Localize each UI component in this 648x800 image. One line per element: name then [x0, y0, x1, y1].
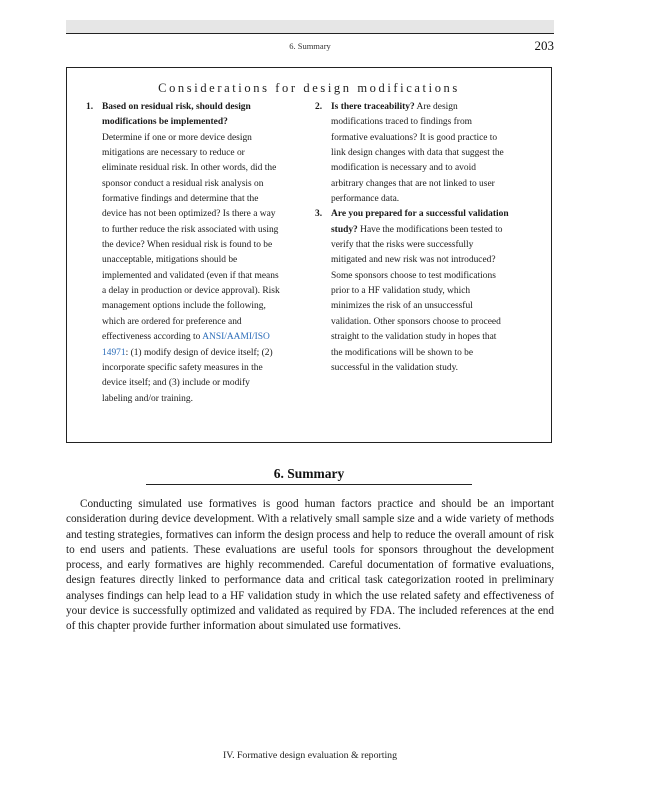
list-item	[86, 100, 281, 407]
list-item	[315, 207, 510, 376]
item-text-continued: : (1) modify design of device itself; (2) incorporate specific safety measures in the device itself; and (3) include or modify labeling and/or training.	[102, 347, 273, 404]
running-header	[66, 38, 554, 54]
item-question: Based on residual risk, should design modifications be implemented?	[102, 102, 251, 128]
item-number: 2.	[315, 102, 323, 112]
item-text: Determine if one or more device design mitigations are necessary to reduce or eliminate residual risk. In other words, did the sponsor conduct a residual risk analysis on formative findings and determine that the device has not been optimized? Is there a way to further reduce the risk associated with using the device? When residual risk is found to be unacceptable, mitigations should be implemented and validated (even if that means a delay in production or device approval). Risk management options include the following, which are ordered for preference and effectiveness according to	[102, 132, 280, 343]
section-title: 6. Summary	[273, 466, 345, 481]
item-text: Have the modifications been tested to verify that the risks were successfully mitigated and new risk was not introduced? Some sponsors choose to test modifications prior to a HF validation study, which minimizes the risk of an unsuccessful validation. Other sponsors choose to proceed straight to the validation study in hopes that the modifications will be shown to be successful in the validation study.	[331, 224, 503, 373]
running-title: 6. Summary	[289, 41, 331, 51]
summary-paragraph: Conducting simulated use formatives is good human factors practice and should be an important consideration during device development. With a relatively small sample size and a wide variety of methods and testing strategies, formatives can inform the design process and help to reduce the overall amount of risk to end users and patients. These evaluations are useful tools for sponsors throughout the development process, and early formatives are highly recommended. Careful documentation of formative evaluations, design features directly linked to performance data and critical task categorization rooted in preliminary analyses findings can help lead to a HF validation study in which the use related safety and effectiveness of your device is successfully optimized and validated as required by FDA. The included references at the end of this chapter provide further information about simulated use formatives.	[66, 498, 554, 633]
box-title: Considerations for design modifications	[158, 81, 460, 95]
section-rule	[146, 484, 472, 485]
standard-link[interactable]: ANSI/AAMI/ISO 14971	[102, 332, 270, 358]
item-number: 3.	[315, 209, 323, 220]
header-bar	[66, 20, 554, 33]
box-column-right	[315, 100, 510, 376]
item-question: Is there traceability?	[331, 102, 415, 112]
header-rule	[66, 33, 554, 34]
item-number: 1.	[86, 102, 94, 112]
list-item	[315, 100, 510, 207]
item-text: Are design modifications traced to findings from formative evaluations? It is good practice to link design changes with data that suggest the modification is necessary and to avoid arbitrary changes that are not linked to user performance data.	[331, 102, 504, 205]
considerations-box	[66, 67, 552, 443]
item-question: Are you prepared for a successful validation study?	[331, 209, 509, 235]
page-number: 203	[534, 38, 554, 53]
page-footer: IV. Formative design evaluation & reporting	[223, 750, 397, 761]
box-column-left	[86, 100, 281, 407]
